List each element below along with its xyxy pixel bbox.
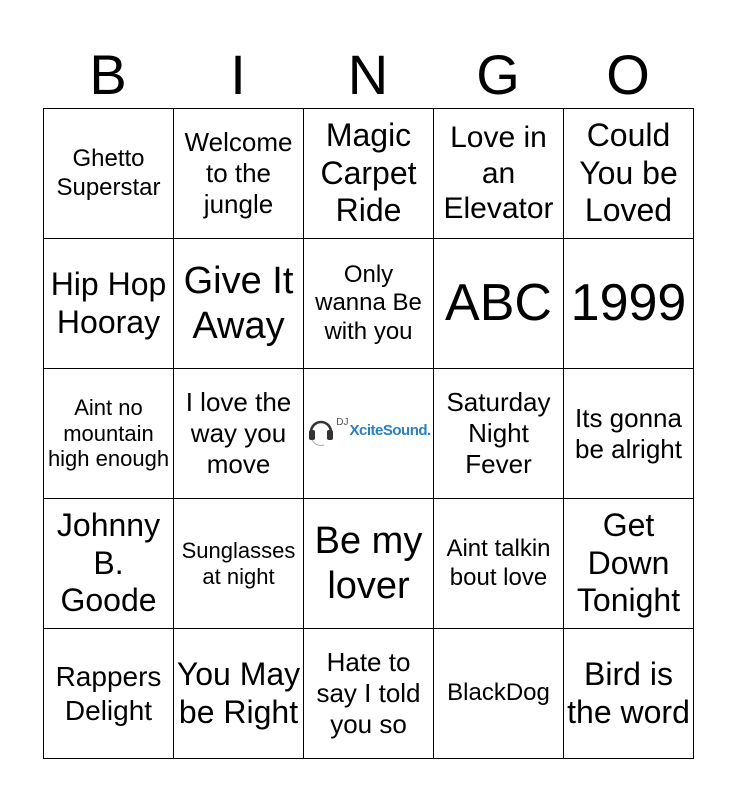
board-row [44,499,694,629]
bingo-cell[interactable]: Its gonna be alright [564,369,694,499]
free-space-logo [306,414,430,448]
bingo-cell[interactable]: Aint talkin bout love [434,499,564,629]
bingo-cell[interactable]: Give It Away [174,239,304,369]
header-letter-o: O [606,43,650,106]
logo-text: XciteSound. [349,421,431,439]
bingo-cell[interactable]: Saturday Night Fever [434,369,564,499]
bingo-cell[interactable]: 1999 [564,239,694,369]
header-letter-i: I [230,43,246,106]
bingo-cell[interactable]: Hate to say I told you so [304,629,434,759]
bingo-cell[interactable]: I love the way you move [174,369,304,499]
board-row [44,109,694,239]
bingo-cell[interactable]: Rappers Delight [44,629,174,759]
bingo-cell[interactable]: Only wanna Be with you [304,239,434,369]
bingo-cell[interactable]: Hip Hop Hooray [44,239,174,369]
bingo-cell[interactable]: Get Down Tonight [564,499,694,629]
bingo-cell[interactable]: ABC [434,239,564,369]
free-space-cell [304,369,434,499]
board-row [44,629,694,759]
bingo-cell[interactable]: BlackDog [434,629,564,759]
bingo-cell[interactable]: Could You be Loved [564,109,694,239]
bingo-cell[interactable]: Magic Carpet Ride [304,109,434,239]
board-row [44,239,694,369]
bingo-cell[interactable]: Sunglasses at night [174,499,304,629]
bingo-cell[interactable]: Love in an Elevator [434,109,564,239]
bingo-cell[interactable]: Welcome to the jungle [174,109,304,239]
logo-prefix: DJ [336,416,349,428]
header-letter-n: N [347,43,389,106]
bingo-cell[interactable]: Aint no mountain high enough [44,369,174,499]
bingo-header [43,42,693,108]
board-row [44,369,694,499]
headphones-icon [306,414,336,448]
bingo-cell[interactable]: Bird is the word [564,629,694,759]
header-letter-g: G [476,43,520,106]
bingo-cell[interactable]: Be my lover [304,499,434,629]
header-letter-b: B [89,43,127,106]
bingo-cell[interactable]: Johnny B. Goode [44,499,174,629]
bingo-cell[interactable]: You May be Right [174,629,304,759]
bingo-board [43,108,694,759]
bingo-cell[interactable]: Ghetto Superstar [44,109,174,239]
